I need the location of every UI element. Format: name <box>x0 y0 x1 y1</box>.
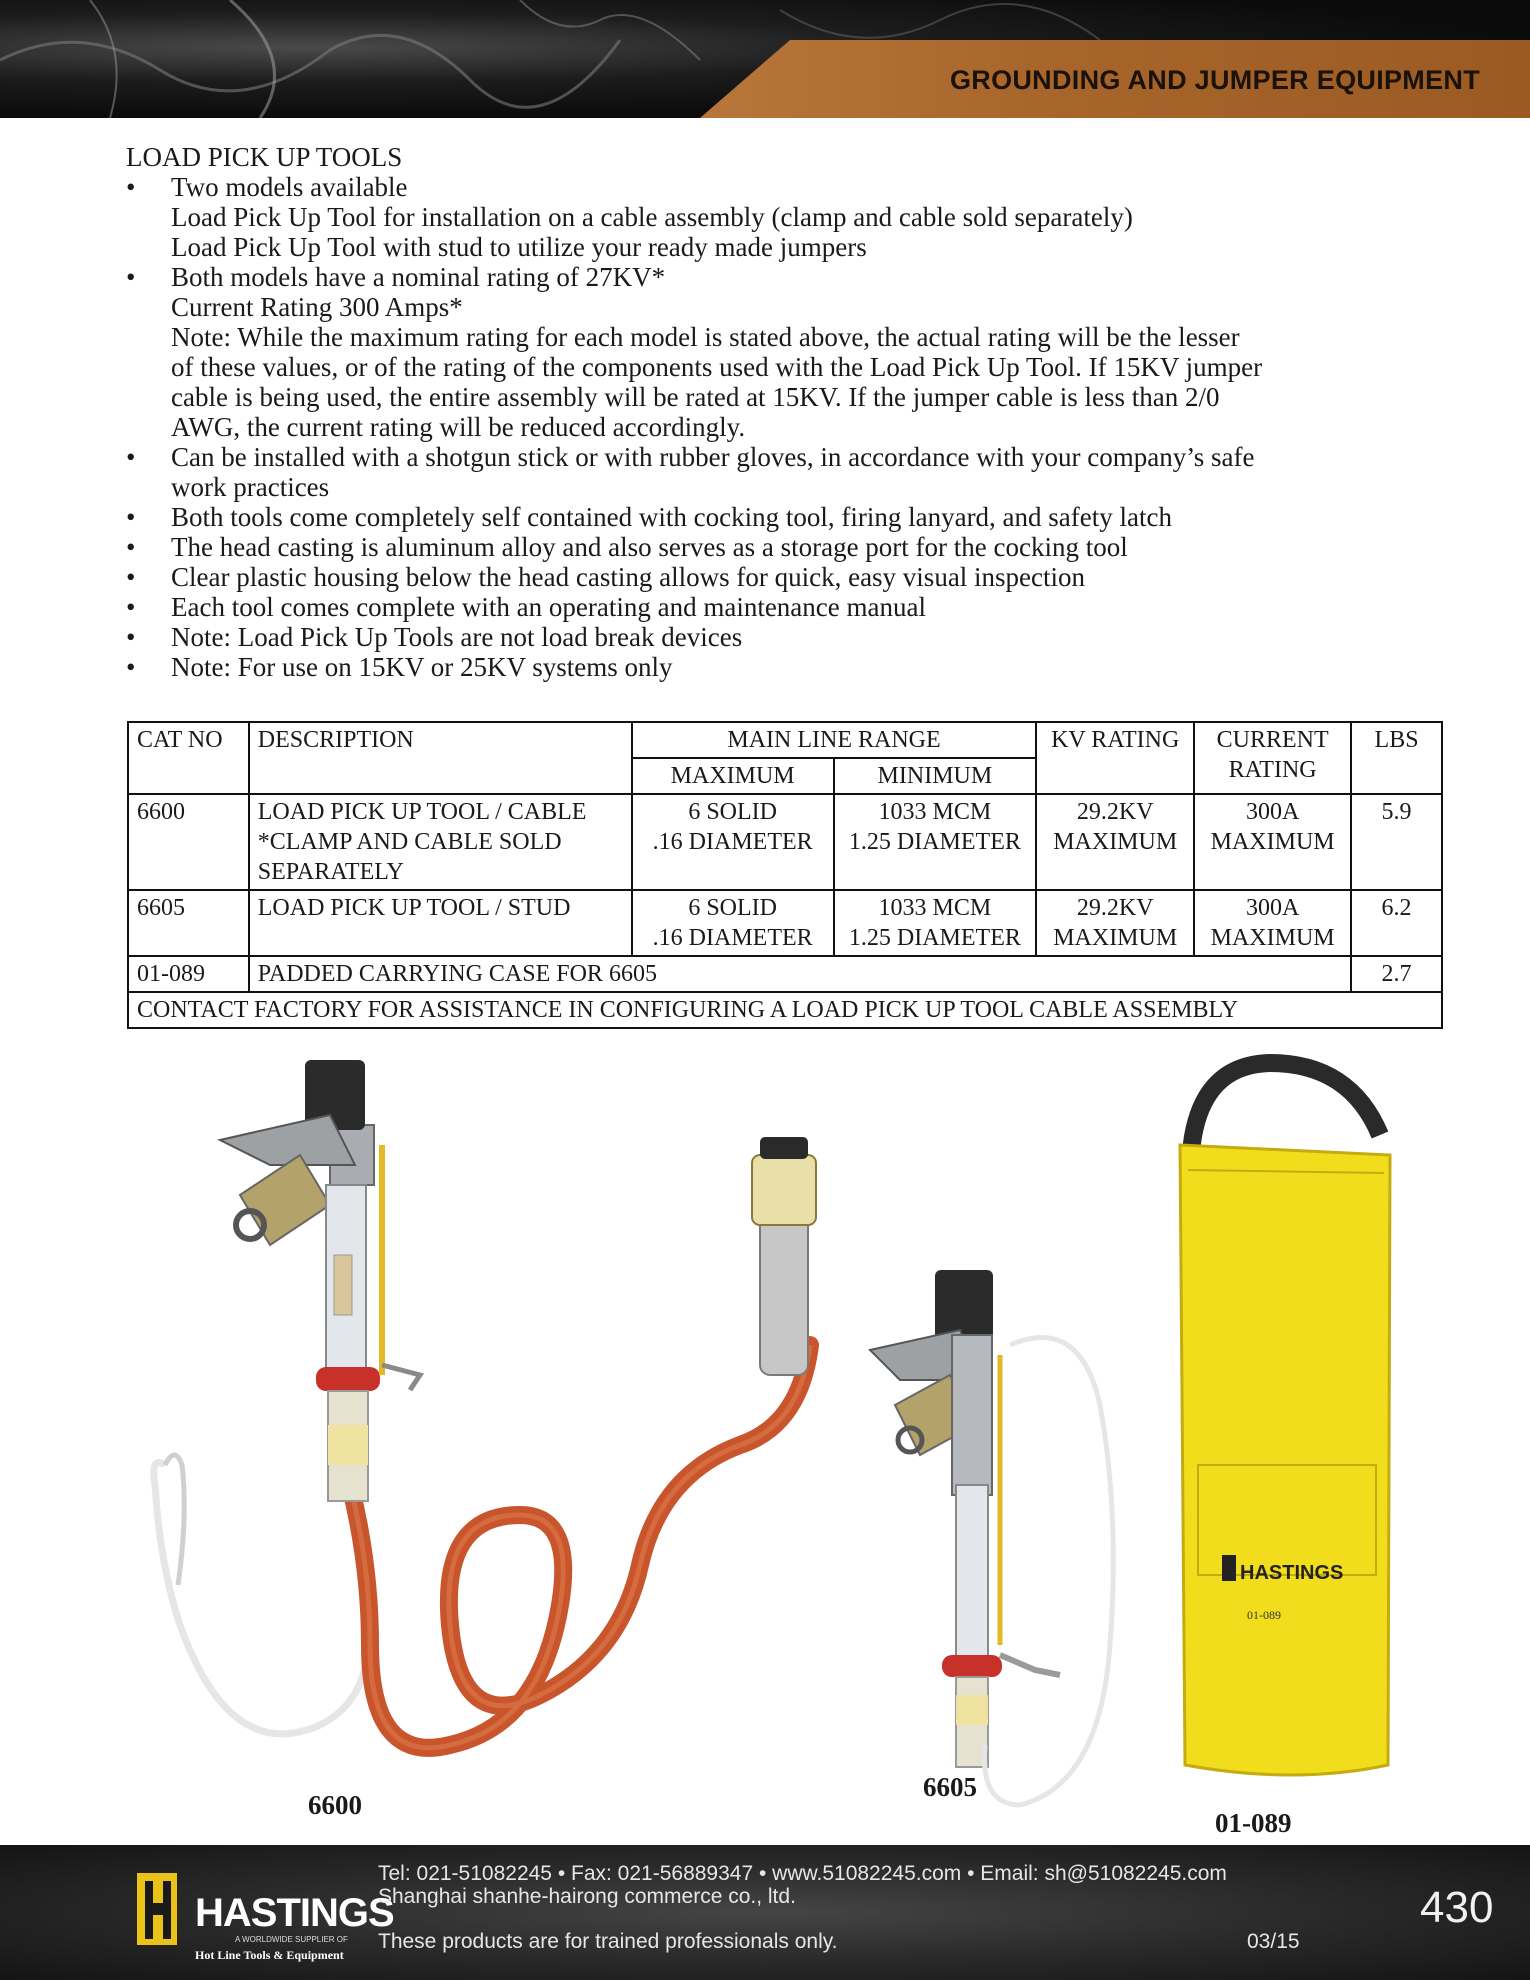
cell-kv-rating: 29.2KV MAXIMUM <box>1036 890 1194 956</box>
case-catalog-text: 01-089 <box>1247 1608 1281 1622</box>
hastings-h-icon <box>135 1873 195 1963</box>
feature-item: • Two models available Load Pick Up Tool for installation on a cable assembly (clamp and cable sold separately) Load Pick Up Tool with stud to utilize your ready made jumpers <box>126 172 1416 262</box>
cell-cat-no: 01-089 <box>128 956 249 992</box>
col-header-lbs: LBS <box>1351 722 1442 794</box>
page-footer <box>0 1845 1530 1980</box>
feature-item: • Both tools come completely self contained with cocking tool, firing lanyard, and safety latch <box>126 502 1416 532</box>
col-header-description: DESCRIPTION <box>249 722 632 794</box>
case-brand-text: HASTINGS <box>1240 1562 1344 1584</box>
feature-item: • Both models have a nominal rating of 27KV* Current Rating 300 Amps* Note: While the maximum rating for each model is stated above, the actual rating will be the lesser of these values, or of the rating of the components used with the Load Pick Up Tool. If 15KV jumper cable is being used, the entire assembly will be rated at 15KV. If the jumper cable is less than 2/0 AWG, the current rating will be reduced accordingly. <box>126 262 1416 442</box>
col-header-main-line-range: MAIN LINE RANGE <box>632 722 1036 758</box>
table-header-row <box>128 722 1442 758</box>
feature-list <box>126 172 1416 682</box>
feature-item: • Can be installed with a shotgun stick or with rubber gloves, in accordance with your company’s safe work practices <box>126 442 1416 502</box>
spec-table <box>127 721 1443 1029</box>
cell-minimum: 1033 MCM 1.25 DIAMETER <box>834 890 1037 956</box>
case-logo-h-icon <box>1222 1555 1236 1581</box>
cell-description: LOAD PICK UP TOOL / STUD <box>249 890 632 956</box>
tool-6605-image <box>870 1270 1113 1805</box>
cell-current-rating: 300A MAXIMUM <box>1194 890 1351 956</box>
section-title: LOAD PICK UP TOOLS <box>126 142 403 172</box>
cell-lbs: 6.2 <box>1351 890 1442 956</box>
col-header-maximum: MAXIMUM <box>632 758 834 794</box>
cell-lbs: 5.9 <box>1351 794 1442 890</box>
label-6605: 6605 <box>923 1772 977 1802</box>
table-row <box>128 794 1442 890</box>
feature-item: • Clear plastic housing below the head casting allows for quick, easy visual inspection <box>126 562 1416 592</box>
col-header-minimum: MINIMUM <box>834 758 1037 794</box>
table-row <box>128 890 1442 956</box>
tool-6600-image <box>154 1060 816 1748</box>
feature-item: • Each tool comes complete with an operating and maintenance manual <box>126 592 1416 622</box>
cell-current-rating: 300A MAXIMUM <box>1194 794 1351 890</box>
table-row <box>128 956 1442 992</box>
cell-maximum: 6 SOLID .16 DIAMETER <box>632 890 834 956</box>
logo-tagline: A WORLDWIDE SUPPLIER OF <box>235 1935 348 1944</box>
logo-name: HASTINGS <box>195 1891 394 1935</box>
cell-cat-no: 6605 <box>128 890 249 956</box>
page-number: 430 <box>1420 1883 1494 1932</box>
col-header-current-rating: CURRENT RATING <box>1194 722 1351 794</box>
col-header-cat-no: CAT NO <box>128 722 249 794</box>
header-title: GROUNDING AND JUMPER EQUIPMENT <box>949 65 1480 95</box>
cell-minimum: 1033 MCM 1.25 DIAMETER <box>834 794 1037 890</box>
footer-note: These products are for trained professionals only. <box>378 1930 838 1953</box>
col-header-kv-rating: KV RATING <box>1036 722 1194 794</box>
footer-company: Shanghai shanhe-hairong commerce co., ltd. <box>378 1885 796 1908</box>
cell-maximum: 6 SOLID .16 DIAMETER <box>632 794 834 890</box>
product-photo <box>120 1045 1420 1845</box>
cell-description: PADDED CARRYING CASE FOR 6605 <box>249 956 1351 992</box>
feature-item: • Note: Load Pick Up Tools are not load break devices <box>126 622 1416 652</box>
footer-date: 03/15 <box>1247 1930 1300 1953</box>
product-illustration <box>120 1045 1420 1845</box>
footer-contact: Tel: 021-51082245 • Fax: 021-56889347 • www.51082245.com • Email: sh@51082245.com <box>378 1862 1227 1885</box>
cell-description: LOAD PICK UP TOOL / CABLE *CLAMP AND CABLE SOLD SEPARATELY <box>249 794 632 890</box>
label-01-089: 01-089 <box>1215 1808 1292 1838</box>
hastings-logo <box>135 1857 394 1967</box>
cell-kv-rating: 29.2KV MAXIMUM <box>1036 794 1194 890</box>
feature-item: • Note: For use on 15KV or 25KV systems only <box>126 652 1416 682</box>
label-6600: 6600 <box>308 1790 362 1820</box>
table-footer-row <box>128 992 1442 1028</box>
page-header <box>0 0 1530 118</box>
carrying-case-image <box>1180 1063 1390 1775</box>
feature-item: • The head casting is aluminum alloy and also serves as a storage port for the cocking tool <box>126 532 1416 562</box>
cell-cat-no: 6600 <box>128 794 249 890</box>
cell-lbs: 2.7 <box>1351 956 1442 992</box>
logo-subtitle: Hot Line Tools & Equipment <box>195 1948 344 1962</box>
table-footer-note: CONTACT FACTORY FOR ASSISTANCE IN CONFIGURING A LOAD PICK UP TOOL CABLE ASSEMBLY <box>128 992 1442 1028</box>
